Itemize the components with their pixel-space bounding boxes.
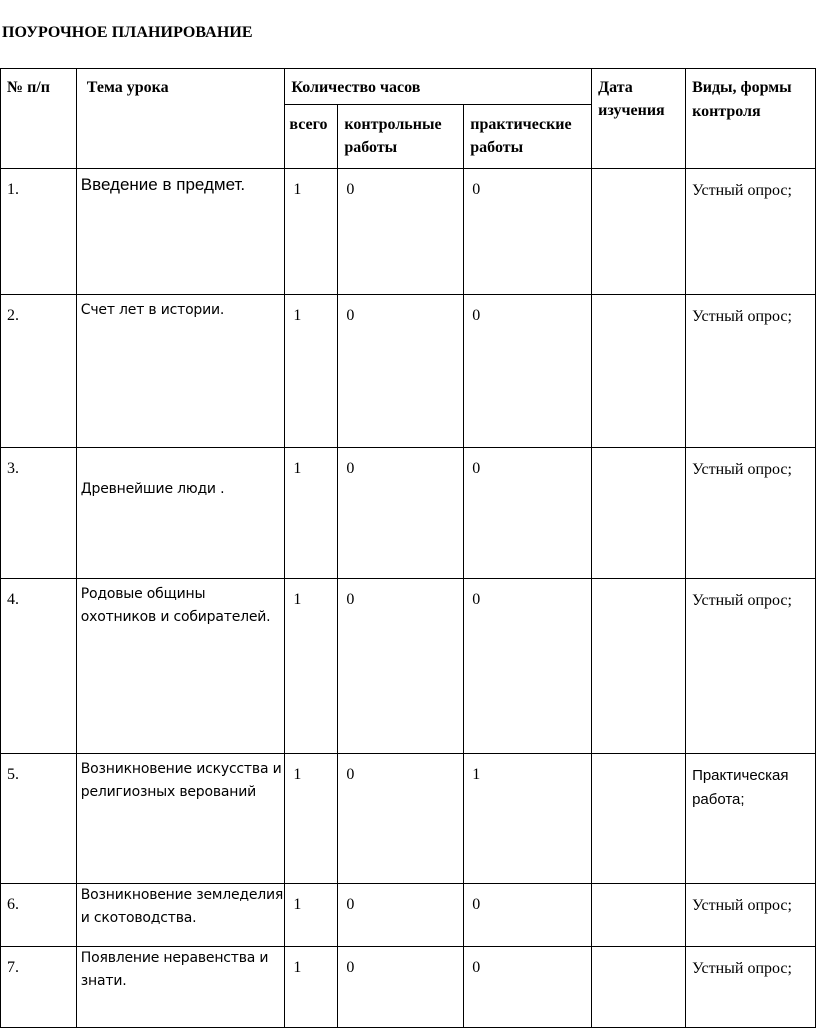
row-practical: 1 — [464, 754, 592, 884]
row-tests: 0 — [338, 884, 464, 947]
row-num: 3. — [1, 448, 77, 579]
row-topic: Появление неравенства и знати. — [76, 947, 285, 1028]
row-practical: 0 — [464, 169, 592, 295]
row-topic: Введение в предмет. — [76, 169, 285, 295]
page-title: ПОУРОЧНОЕ ПЛАНИРОВАНИЕ — [2, 24, 253, 41]
row-control: Практическая работа; — [686, 754, 816, 884]
row-control: Устный опрос; — [686, 169, 816, 295]
row-num: 7. — [1, 947, 77, 1028]
table-row — [1, 947, 816, 1028]
row-control: Устный опрос; — [686, 295, 816, 448]
row-total: 1 — [285, 295, 338, 448]
row-practical: 0 — [464, 295, 592, 448]
header-hours: Количество часов — [285, 69, 592, 105]
row-practical: 0 — [464, 884, 592, 947]
row-tests: 0 — [338, 169, 464, 295]
row-num: 2. — [1, 295, 77, 448]
header-tests: контрольные работы — [338, 105, 464, 169]
row-tests: 0 — [338, 754, 464, 884]
row-total: 1 — [285, 947, 338, 1028]
row-total: 1 — [285, 169, 338, 295]
table-row — [1, 754, 816, 884]
table-row — [1, 884, 816, 947]
row-total: 1 — [285, 579, 338, 754]
header-control: Виды, формы контроля — [686, 69, 816, 169]
row-practical: 0 — [464, 579, 592, 754]
row-topic: Возникновение искусства и религиозных верований — [76, 754, 285, 884]
row-date — [592, 884, 686, 947]
lesson-plan-table — [0, 68, 816, 1028]
header-date: Дата изучения — [592, 69, 686, 169]
row-practical: 0 — [464, 947, 592, 1028]
row-topic: Родовые общины охотников и собирателей. — [76, 579, 285, 754]
row-control: Устный опрос; — [686, 884, 816, 947]
row-topic: Древнейшие люди . — [76, 448, 285, 579]
row-practical: 0 — [464, 448, 592, 579]
row-control: Устный опрос; — [686, 448, 816, 579]
table-row — [1, 579, 816, 754]
header-num: № п/п — [1, 69, 77, 169]
row-num: 1. — [1, 169, 77, 295]
row-tests: 0 — [338, 448, 464, 579]
row-control: Устный опрос; — [686, 579, 816, 754]
row-topic: Возникновение земледелия и скотоводства. — [76, 884, 285, 947]
row-date — [592, 295, 686, 448]
row-total: 1 — [285, 754, 338, 884]
row-date — [592, 448, 686, 579]
row-total: 1 — [285, 884, 338, 947]
row-tests: 0 — [338, 947, 464, 1028]
row-num: 4. — [1, 579, 77, 754]
header-practical: практические работы — [464, 105, 592, 169]
row-num: 6. — [1, 884, 77, 947]
row-date — [592, 947, 686, 1028]
row-num: 5. — [1, 754, 77, 884]
row-tests: 0 — [338, 295, 464, 448]
header-total: всего — [285, 105, 338, 169]
table-row — [1, 169, 816, 295]
table-row — [1, 295, 816, 448]
row-date — [592, 754, 686, 884]
header-topic: Тема урока — [76, 69, 285, 169]
row-control: Устный опрос; — [686, 947, 816, 1028]
row-date — [592, 579, 686, 754]
row-date — [592, 169, 686, 295]
table-row — [1, 448, 816, 579]
row-total: 1 — [285, 448, 338, 579]
row-topic: Счет лет в истории. — [76, 295, 285, 448]
row-tests: 0 — [338, 579, 464, 754]
